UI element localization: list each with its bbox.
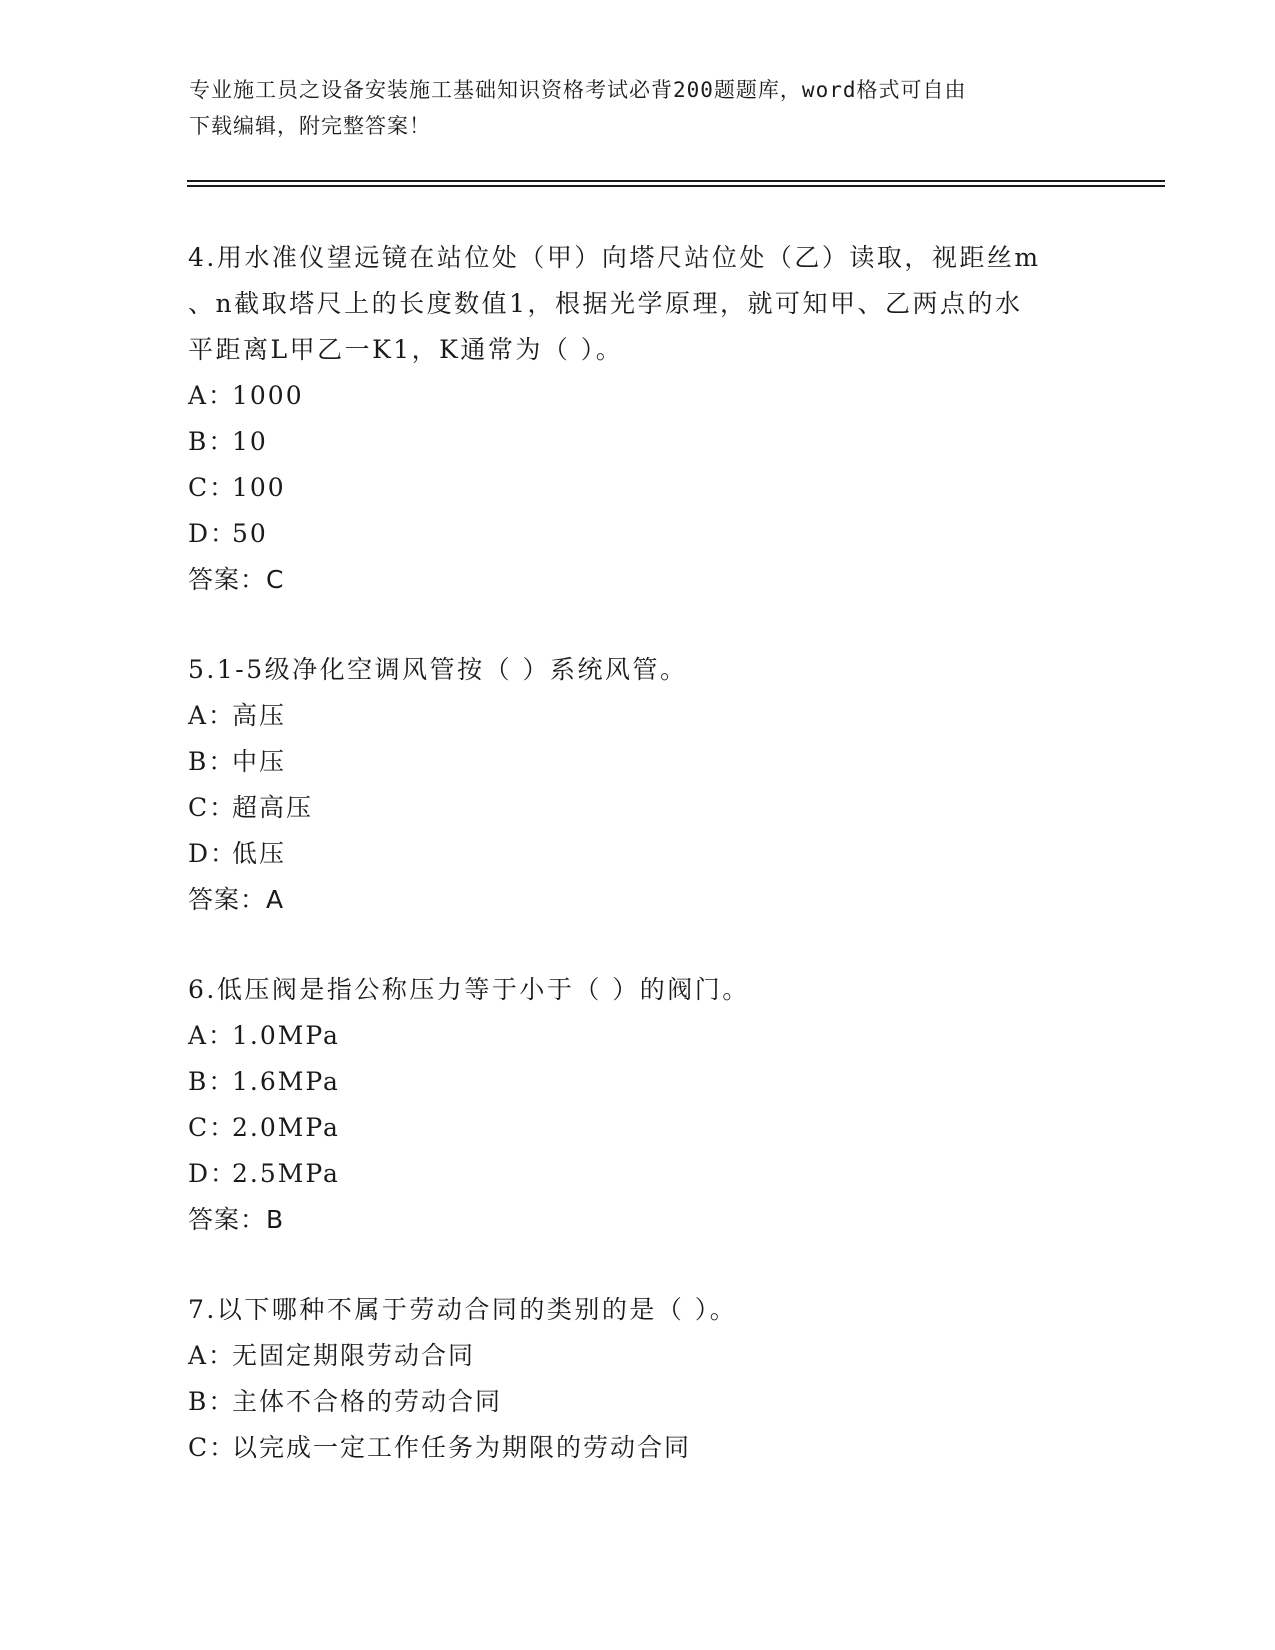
question-7 <box>188 1287 1088 1471</box>
question-text: 平距离L甲乙一K1，K通常为（ ）。 <box>188 335 624 364</box>
option-label: A： <box>188 381 236 410</box>
option-b <box>188 739 1088 785</box>
option-label: C： <box>188 1433 237 1462</box>
option-d <box>188 831 1088 877</box>
option-d <box>188 1151 1088 1197</box>
header-divider-top <box>187 180 1165 182</box>
question-5 <box>188 647 1088 923</box>
option-text: 1.6MPa <box>232 1067 340 1096</box>
answer: 答案：C <box>188 565 285 594</box>
option-label: D： <box>188 519 238 548</box>
option-label: C： <box>188 473 237 502</box>
header-line-1: 专业施工员之设备安装施工基础知识资格考试必背200题题库，word格式可自由 <box>189 78 967 102</box>
option-label: B： <box>188 1067 236 1096</box>
option-label: A： <box>188 701 236 730</box>
option-c <box>188 785 1088 831</box>
option-label: C： <box>188 1113 237 1142</box>
header-divider-bottom <box>187 185 1165 187</box>
option-text: 2.5MPa <box>232 1159 340 1188</box>
option-label: B： <box>188 1387 236 1416</box>
option-label: D： <box>188 1159 238 1188</box>
option-label: A： <box>188 1021 236 1050</box>
option-c <box>188 1105 1088 1151</box>
option-a <box>188 1013 1088 1059</box>
option-a <box>188 373 1088 419</box>
header-line-2: 下载编辑，附完整答案！ <box>189 114 431 138</box>
question-text: 、n截取塔尺上的长度数值1，根据光学原理，就可知甲、乙两点的水 <box>188 289 1023 318</box>
answer: 答案：B <box>188 1205 285 1234</box>
document-header <box>189 72 1089 144</box>
option-text: 低压 <box>232 839 287 868</box>
option-a <box>188 1333 1088 1379</box>
question-text: 6.低压阀是指公称压力等于小于（ ）的阀门。 <box>188 975 750 1004</box>
question-6 <box>188 967 1088 1243</box>
option-text: 1000 <box>232 381 304 410</box>
option-c <box>188 1425 1088 1471</box>
option-label: B： <box>188 747 236 776</box>
option-text: 无固定期限劳动合同 <box>232 1341 476 1370</box>
option-d <box>188 511 1088 557</box>
option-text: 10 <box>232 427 268 456</box>
option-text: 超高压 <box>232 793 314 822</box>
option-label: B： <box>188 427 236 456</box>
option-text: 以完成一定工作任务为期限的劳动合同 <box>232 1433 692 1462</box>
option-b <box>188 1379 1088 1425</box>
option-text: 中压 <box>232 747 287 776</box>
question-text: 5.1-5级净化空调风管按（ ）系统风管。 <box>188 655 688 684</box>
option-text: 50 <box>232 519 268 548</box>
option-a <box>188 693 1088 739</box>
question-text: 7.以下哪种不属于劳动合同的类别的是（ ）。 <box>188 1295 738 1324</box>
option-text: 主体不合格的劳动合同 <box>232 1387 503 1416</box>
option-b <box>188 419 1088 465</box>
option-text: 高压 <box>232 701 287 730</box>
option-text: 2.0MPa <box>232 1113 340 1142</box>
question-list <box>188 235 1088 1515</box>
question-text: 4.用水准仪望远镜在站位处（甲）向塔尺站位处（乙）读取，视距丝m <box>188 243 1041 272</box>
option-c <box>188 465 1088 511</box>
option-label: C： <box>188 793 237 822</box>
option-label: D： <box>188 839 238 868</box>
option-label: A： <box>188 1341 236 1370</box>
question-4 <box>188 235 1088 603</box>
option-text: 1.0MPa <box>232 1021 340 1050</box>
option-b <box>188 1059 1088 1105</box>
option-text: 100 <box>232 473 286 502</box>
answer: 答案：A <box>188 885 285 914</box>
